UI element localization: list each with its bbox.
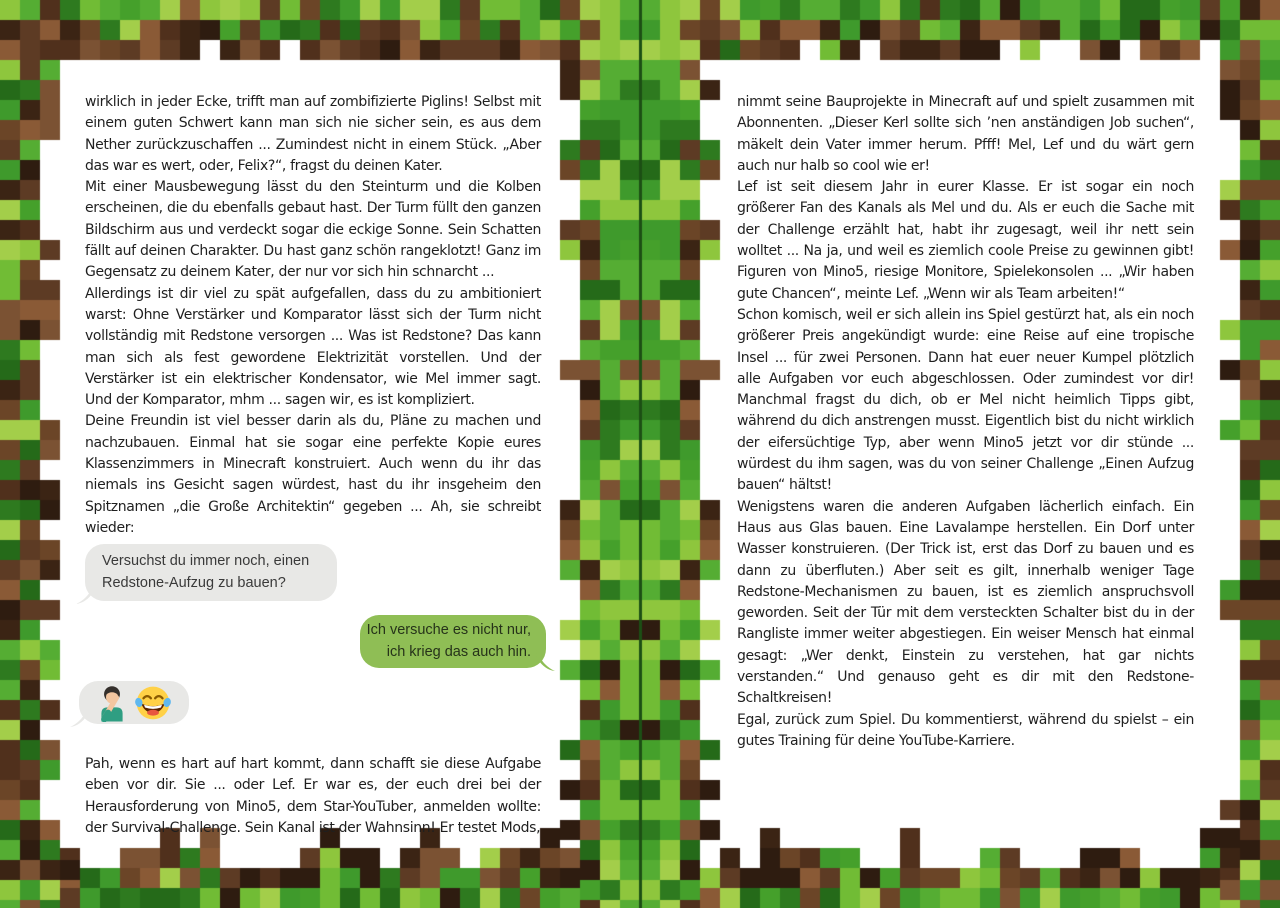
facepalm-emoji — [97, 684, 127, 722]
right-page-text — [737, 92, 1194, 752]
chat-message-line: Ich versuche es nicht nur, — [366, 622, 531, 638]
left-page-closing-text — [85, 754, 541, 839]
body-paragraph: Schon komisch, weil er sich allein ins Spiel gestürzt hat, als ein noch größerer Preis angekündigt wurde: eine Reise auf eine tropische Insel ... für zwei Personen. Dann hat euer neuer Kumpel plötzlich alle Aufgaben vor euch abgeschlossen. Oder zumindest vor dir! Manchmal fragst du dich, ob er Mel nicht heimlich Tipps gibt, während du dich anstrengen musst. Eigentlich bist du nicht wirklich der eifersüchtige Typ, aber wenn Mino5 jetzt vor dir stünde ... würdest du ihm sagen, was du von seiner Challenge „Einen Aufzug bauen“ hältst! — [737, 306, 1194, 494]
body-paragraph: nimmt seine Bauprojekte in Minecraft auf und spielt zusammen mit Abonnenten. „Dieser Kerl sollte sich ’nen anständigen Job suchen“, mäkelt dein Vater immer herum. Pfff! Mel, Lef und du wärt gern auch nur halb so cool wie er! — [737, 94, 1194, 174]
bubble-tail — [76, 582, 96, 604]
chat-bubble-incoming — [85, 544, 337, 601]
chat-bubble-outgoing — [360, 615, 546, 668]
body-paragraph: Egal, zurück zum Spiel. Du kommentierst, während du spielst – ein gutes Training für deine YouTube-Karriere. — [737, 711, 1194, 749]
body-paragraph: Mit einer Mausbewegung lässt du den Steinturm und die Kolben erscheinen, die du ebenfalls gebaut hast. Der Turm füllt den ganzen Bildschirm aus und verdeckt sogar die eckige Sonne. Sein Schatten fällt auf deinen Charakter. Du hast ganz schön rangeklotzt! Ganz im Gegensatz zu deinem Kater, der nur vor sich hin schnarcht ... — [85, 179, 541, 281]
bubble-tail — [70, 705, 90, 727]
body-paragraph: Wenigstens waren die anderen Aufgaben lächerlich einfach. Ein Haus aus Glas bauen. Eine Lavalampe herstellen. Ein Dorf unter Wasser konstruieren. (Der Trick ist, erst das Dorf zu bauen und es dann zu überfluten.) Aber seit es gilt, innerhalb weniger Tage Redstone-Mechanismen zu bauen, ist es ziemlich anspruchsvoll geworden. Seit der Tür mit dem versteckten Schalter bist du in der Rangliste immer weiter abgestiegen. Ein weiser Mensch hat einmal gesagt: „Wer denkt, Einstein zu verstehen, hat gar nichts verstanden.“ Und genauso geht es dir mit den Redstone-Schaltkreisen! — [737, 498, 1194, 707]
body-paragraph: Pah, wenn es hart auf hart kommt, dann schafft sie diese Aufgabe eben vor dir. Sie ... oder Lef. Er war es, der euch drei bei der Herausforderung von Mino5, dem Star-YouTuber, anmelden wollte: der Survival-Challenge. Sein Kanal ist der Wahnsinn! Er testet Mods, — [85, 756, 541, 836]
body-paragraph: wirklich in jeder Ecke, trifft man auf zombifizierte Piglins! Selbst mit einem guten Schwert kann man sich nie sicher sein, es aus dem Nether zurückzuschaffen ... Zumindest nicht in einem Stück. „Aber das war es wert, oder, Felix?“, fragst du deinen Kater. — [85, 94, 541, 174]
body-paragraph: Lef ist seit diesem Jahr in eurer Klasse. Er ist sogar ein noch größerer Fan des Kanals als Mel und du. Als er euch die Sache mit der Challenge erzählt hat, habt ihr zugesagt, weil ihr nett sein wolltet ... Na ja, und weil es ziemlich coole Preise zu gewinnen gibt! Figuren von Mino5, riesige Monitore, Spielekonsolen ... „Wir haben gute Chancen“, meinte Lef. „Wenn wir als Team arbeiten!“ — [737, 179, 1194, 302]
body-paragraph: Deine Freundin ist viel besser darin als du, Pläne zu machen und nachzubauen. Einmal hat sie sogar eine perfekte Kopie eures Klassenzimmers in Minecraft konstruiert. Auch wenn du ihr das niemals ins Gesicht sagen würdest, hast du ihr insgeheim den Spitznamen „die Große Architektin“ gegeben ... Ah, sie schreibt wieder: — [85, 413, 541, 536]
left-page-text — [85, 92, 541, 539]
chat-bubble-emoji — [79, 681, 189, 724]
chat-message-line: Versuchst du immer noch, einen — [102, 553, 310, 569]
chat-message-line: ich krieg das auch hin. — [386, 644, 531, 660]
laughing-crying-emoji — [134, 684, 172, 722]
bubble-tail — [535, 649, 555, 671]
chat-message-line: Redstone-Aufzug zu bauen? — [102, 575, 286, 591]
body-paragraph: Allerdings ist dir viel zu spät aufgefallen, dass du zu ambitioniert warst: Ohne Verstärker und Komparator lässt sich der Turm nicht vollständig mit Redstone versorgen ... Was ist Redstone? Das kann man sich als fest gewordene Elektrizität vorstellen. Und der Verstärker ist ein elektrischer Kondensator, wie Mel immer sagt. Und der Komparator, mhm ... sagen wir, es ist kompliziert. — [85, 285, 541, 409]
